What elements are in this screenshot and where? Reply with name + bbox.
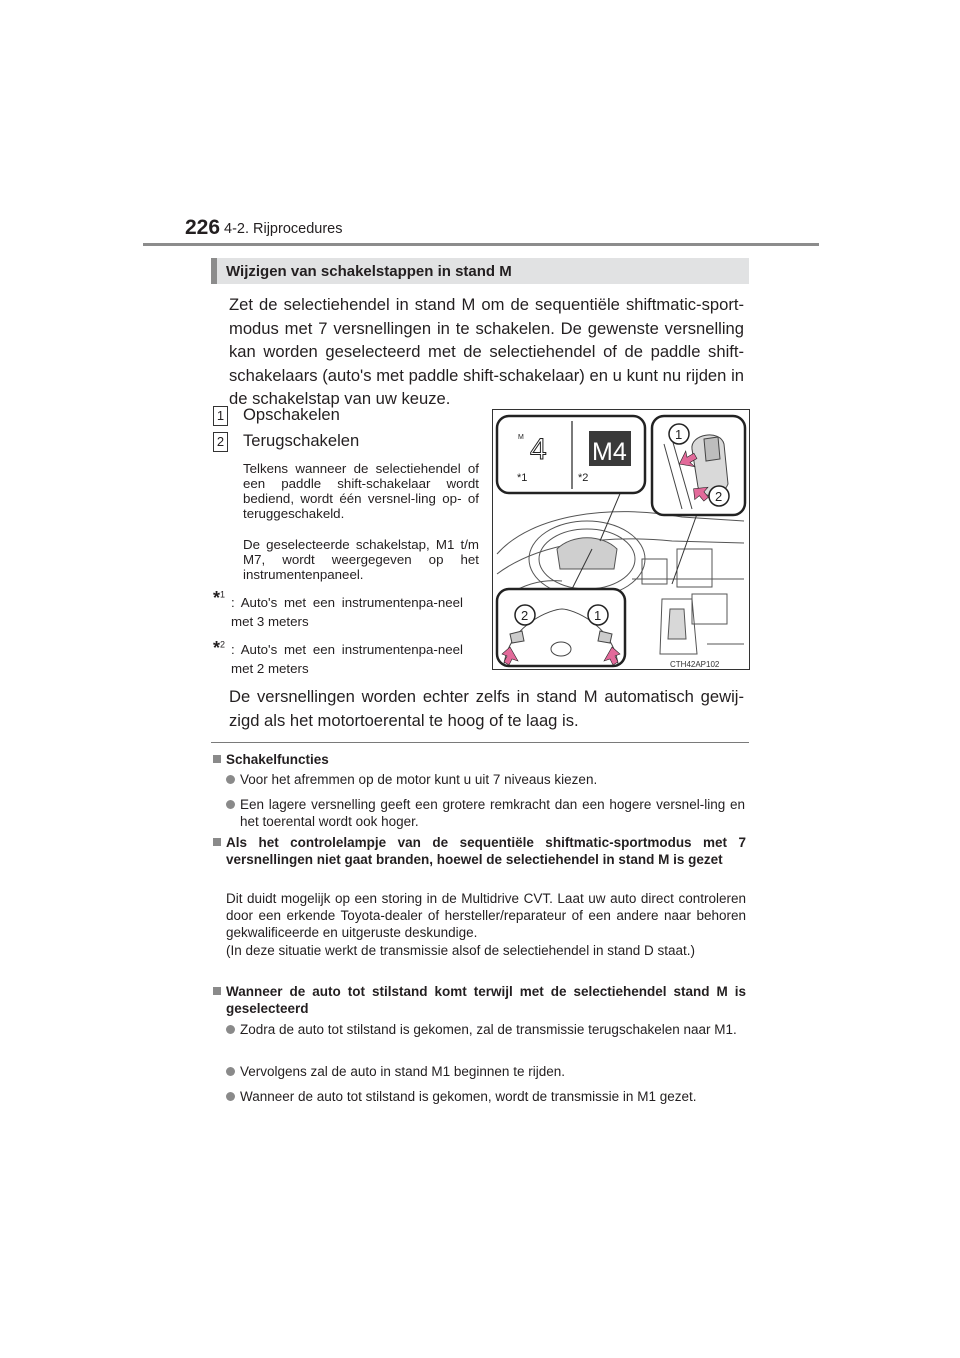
footnote-2-text: : Auto's met een instrumentenpa-neel met 2 meters xyxy=(231,642,463,676)
heading-stilstand: Wanneer de auto tot stilstand komt terwijl met de selectiehendel stand M is geselecteerd xyxy=(226,984,746,1016)
heading-marker-2 xyxy=(213,838,221,846)
meter-m-label: M xyxy=(518,434,524,441)
section-band-title: Wijzigen van schakelstappen in stand M xyxy=(226,263,512,280)
lever-callout-2-text: 2 xyxy=(715,489,723,504)
display-2-text: M4 xyxy=(592,438,627,466)
bullet-1-1 xyxy=(226,775,235,784)
section-title: 4-2. Rijprocedures xyxy=(224,221,343,237)
intro-paragraph: Zet de selectiehendel in stand M om de sequentiële shiftmatic-sport-modus met 7 versnellingen in te schakelen. De gewenste versnelling kan worden geselecteerd met de selectiehendel of de paddle shift-schakelaars (auto's met paddle shift-schakelaar) en u kunt nu rijden in de schakelstap van uw keuze. xyxy=(229,295,744,408)
section-band-bar xyxy=(211,258,217,284)
paddle-callout-1-text: 1 xyxy=(594,608,602,623)
marker-star-1: *1 xyxy=(517,472,528,484)
footnote-2-marker xyxy=(213,638,225,659)
footnote-1-star: * xyxy=(213,588,221,608)
bullet-text-3-2: Vervolgens zal de auto in stand M1 beginnen te rijden. xyxy=(240,1064,565,1079)
step-note-1: Telkens wanneer de selectiehendel of een paddle shift-schakelaar wordt bediend, wordt één versnel-ling op- of teruggeschakeld. xyxy=(243,461,479,521)
bullet-3-2 xyxy=(226,1067,235,1076)
meter-digit: 4 xyxy=(530,433,547,466)
lever-callout-1-text: 1 xyxy=(675,427,683,442)
page-number: 226 xyxy=(185,216,221,239)
heading-controlelampje: Als het controlelampje van de sequentiële shiftmatic-sportmodus met 7 versnellingen niet gaat branden, hoewel de selectiehendel in stand M is gezet xyxy=(226,835,746,867)
step-note-2: De geselecteerde schakelstap, M1 t/m M7, wordt weergegeven op het instrumentenpaneel. xyxy=(243,537,479,582)
section-divider xyxy=(211,742,749,743)
bullet-text-1-1: Voor het afremmen op de motor kunt u uit 7 niveaus kiezen. xyxy=(240,772,598,787)
paddle-callout-2-text: 2 xyxy=(521,608,529,623)
step-1-number: 1 xyxy=(213,406,228,426)
outro-paragraph: De versnellingen worden echter zelfs in stand M automatisch gewij-zigd als het motortoerental te hoog of te laag is. xyxy=(229,687,744,730)
step-2-label: Terugschakelen xyxy=(243,431,360,450)
heading-marker-3 xyxy=(213,987,221,995)
heading-marker-1 xyxy=(213,755,221,763)
step-2-number: 2 xyxy=(213,432,228,452)
controlelampje-note: (In deze situatie werkt de transmissie alsof de selectiehendel in stand D staat.) xyxy=(226,943,695,958)
heading-schakelfuncties: Schakelfuncties xyxy=(226,752,329,767)
footnote-1-marker xyxy=(213,588,225,609)
bullet-3-1 xyxy=(226,1025,235,1034)
bullet-text-3-3: Wanneer de auto tot stilstand is gekomen, wordt de transmissie in M1 gezet. xyxy=(240,1089,697,1104)
figure-code: CTH42AP102 xyxy=(670,660,720,669)
footnote-2-sup: 2 xyxy=(220,639,226,650)
bullet-text-3-1: Zodra de auto tot stilstand is gekomen, zal de transmissie terugschakelen naar M1. xyxy=(240,1022,737,1037)
paddle-inset xyxy=(497,589,625,666)
marker-star-2: *2 xyxy=(578,472,589,484)
gearshift-illustration xyxy=(492,409,750,670)
bullet-text-1-2: Een lagere versnelling geeft een grotere remkracht dan een hogere versnel-ling en het toerental wordt ook hoger. xyxy=(240,797,745,829)
step-1-label: Opschakelen xyxy=(243,405,340,424)
footnote-1-sup: 1 xyxy=(220,589,226,600)
bullet-3-3 xyxy=(226,1092,235,1101)
footnote-2-star: * xyxy=(213,638,221,658)
bullet-1-2 xyxy=(226,800,235,809)
header-rule xyxy=(143,243,819,246)
footnote-1-text: : Auto's met een instrumentenpa-neel met 3 meters xyxy=(231,595,463,629)
controlelampje-text: Dit duidt mogelijk op een storing in de Multidrive CVT. Laat uw auto direct controleren door een erkende Toyota-dealer of hersteller/reparateur of een andere naar behoren gekwalificeerde en uitgeruste deskundige. xyxy=(226,891,746,940)
